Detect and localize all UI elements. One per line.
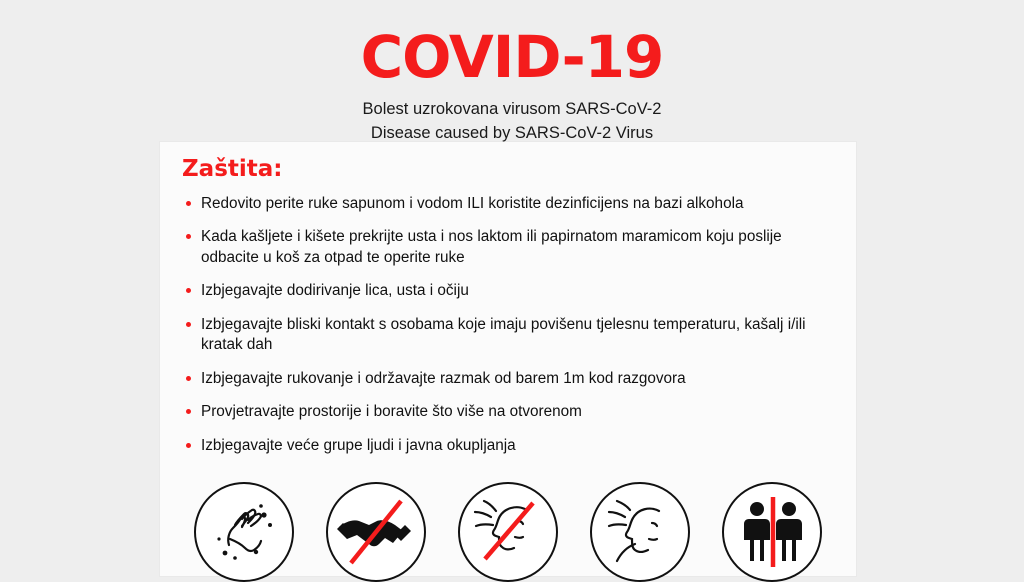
- protection-list: [160, 194, 856, 456]
- cover-cough-icon: [590, 482, 690, 582]
- wash-hands-icon: [194, 482, 294, 582]
- list-item: Redovito perite ruke sapunom i vodom ILI koristite dezinficijens na bazi alkohola: [186, 194, 821, 214]
- list-item: Provjetravajte prostorije i boravite što više na otvorenom: [186, 402, 821, 422]
- icon-row: [160, 482, 856, 582]
- card-heading: Zaštita:: [182, 156, 283, 182]
- page-title: COVID-19: [360, 23, 664, 91]
- no-handshake-icon: [326, 482, 426, 582]
- no-sneeze-icon: [458, 482, 558, 582]
- list-item: Kada kašljete i kišete prekrijte usta i nos laktom ili papirnatom maramicom koju poslije odbacite u koš za otpad te operite ruke: [186, 227, 821, 268]
- list-item: Izbjegavajte veće grupe ljudi i javna okupljanja: [186, 436, 821, 456]
- protection-card: [160, 142, 856, 576]
- header: [0, 23, 1024, 146]
- list-item: Izbjegavajte bliski kontakt s osobama koje imaju povišenu tjelesnu temperaturu, kašalj i/ili kratak dah: [186, 315, 821, 356]
- subtitle-croatian: Bolest uzrokovana virusom SARS-CoV-2: [362, 100, 662, 118]
- list-item: Izbjegavajte rukovanje i održavajte razmak od barem 1m kod razgovora: [186, 369, 821, 389]
- no-crowd-icon: [722, 482, 822, 582]
- list-item: Izbjegavajte dodirivanje lica, usta i očiju: [186, 281, 821, 301]
- subtitle-english: Disease caused by SARS-CoV-2 Virus: [370, 123, 654, 142]
- subtitle-block: [0, 98, 1024, 146]
